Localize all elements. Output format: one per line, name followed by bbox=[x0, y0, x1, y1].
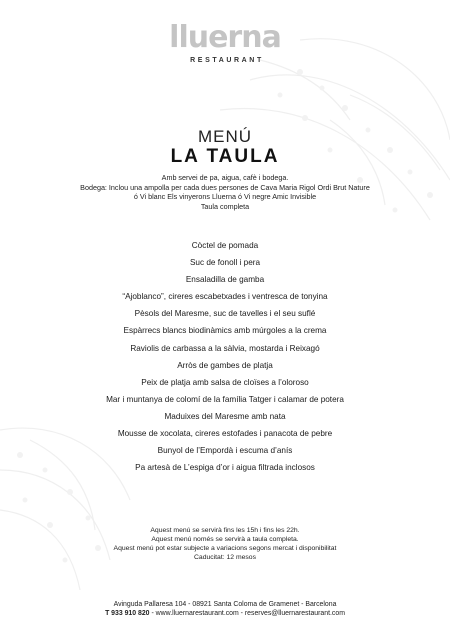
intro-line: Bodega: Inclou una ampolla per cada dues persones de Cava Maria Rigol Ordi Brut Nature bbox=[80, 182, 370, 192]
dish-item: Raviolis de carbassa a la sàlvia, mostarda i Reixagó bbox=[130, 343, 320, 353]
dish-item: “Ajoblanco”, cireres escabetxades i ventresca de tonyina bbox=[122, 292, 328, 302]
menu-heading: MENÚ bbox=[197, 127, 253, 146]
web-email: - www.lluernarestaurant.com - reserves@lluernarestaurant.com bbox=[151, 610, 345, 618]
logo-subtitle: RESTAURANT bbox=[190, 57, 264, 64]
phone-number: T 933 910 820 bbox=[105, 610, 150, 618]
dish-item: Bunyol de l’Empordà i escuma d’anís bbox=[157, 446, 293, 456]
dish-item: Peix de platja amb salsa de cloïses a l’oloroso bbox=[141, 377, 309, 387]
logo-wordmark: lluerna bbox=[169, 20, 281, 55]
note-line: Aquest menú només se servirà a taula completa. bbox=[151, 535, 299, 543]
dish-item: Maduixes del Maresme amb nata bbox=[164, 411, 286, 421]
dish-item: Espàrrecs blancs biodinàmics amb múrgoles a la crema bbox=[123, 326, 327, 336]
dish-item: Arròs de gambes de platja bbox=[177, 360, 273, 370]
menu-intro bbox=[0, 173, 450, 211]
contact-line bbox=[0, 609, 450, 618]
menu-title: LA TAULA bbox=[170, 146, 280, 167]
contact-footer bbox=[0, 600, 450, 618]
dish-item: Suc de fonoll i pera bbox=[189, 258, 261, 268]
intro-line: Amb servei de pa, aigua, cafè i bodega. bbox=[161, 173, 289, 182]
note-line: Aquest menú pot estar subjecte a variacions segons mercat i disponibilitat bbox=[113, 544, 337, 552]
dish-item: Mousse de xocolata, cireres estofades i panacota de pebre bbox=[117, 429, 333, 439]
dish-item: Pa artesà de L’espiga d’or i aigua filtrada inclosos bbox=[135, 463, 315, 473]
address-line: Avinguda Pallaresa 104 - 08921 Santa Coloma de Gramenet - Barcelona bbox=[113, 601, 337, 608]
intro-line: ó Vi blanc Els vinyerons Lluerna ó Vi negre Amic Invisible bbox=[133, 192, 317, 202]
dish-item: Pèsols del Maresme, suc de tavelles i el seu suflé bbox=[134, 309, 316, 319]
restaurant-logo bbox=[0, 22, 450, 64]
menu-notes bbox=[0, 527, 450, 563]
dish-list bbox=[0, 237, 450, 476]
note-line: Caducitat: 12 mesos bbox=[194, 553, 256, 561]
dish-item: Ensaladilla de gamba bbox=[185, 275, 265, 285]
dish-item: Còctel de pomada bbox=[191, 241, 259, 250]
intro-line: Taula completa bbox=[200, 201, 250, 211]
note-line: Aquest menú se servirà fins les 15h i fins les 22h. bbox=[150, 527, 300, 534]
dish-item: Mar i muntanya de colomí de la família Tatger i calamar de potera bbox=[106, 394, 344, 404]
